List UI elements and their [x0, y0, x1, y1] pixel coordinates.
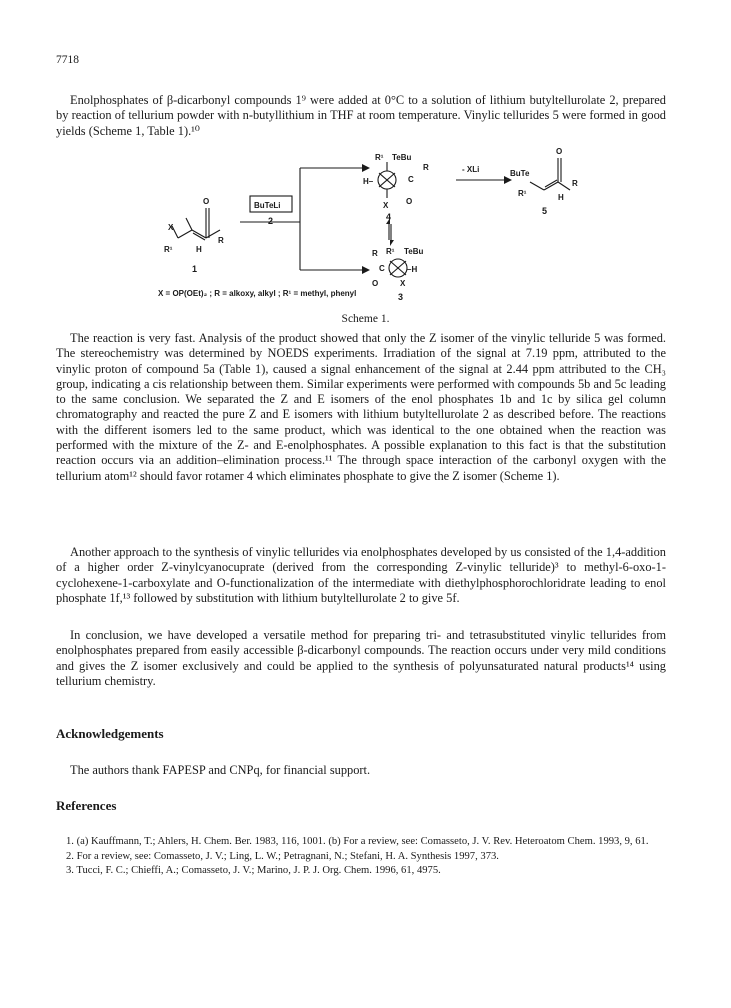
- reference-item: 3. Tucci, F. C.; Chieffi, A.; Comasseto, J. V.; Marino, J. P. J. Org. Chem. 1996, 61, 4975.: [66, 865, 441, 877]
- rotamer4-x-label: X: [383, 201, 389, 210]
- intro-paragraph: Enolphosphates of β-dicarbonyl compounds 1⁹ were added at 0°C to a solution of lithium butyltellurolate 2, prepared by reaction of tellurium powder with n-butyllithium in THF at room temperature. Vinylic tellurides 5 were formed in good yields (Scheme 1, Table 1).¹⁰: [56, 93, 666, 138]
- references-list: [66, 835, 666, 879]
- product-o-label: O: [556, 147, 563, 156]
- body-paragraph-2: Another approach to the synthesis of vinylic tellurides via enolphosphates developed by us consisted of the 1,4-addition of a higher order Z-vinylcyanocuprate (derived from the corresponding Z-vinylic telluride)³ to methyl-6-oxo-1-cyclohexene-1-carboxylate and O-functionalization of the intermediate with diethylphosphorochloridrate leading to enol phosphate 1f,¹³ followed by substitution with lithium butyltellurolate 2 to give 5f.: [56, 545, 666, 605]
- reagent-number: 2: [268, 216, 274, 226]
- rotamer4-h-label: H–: [363, 177, 374, 186]
- reaction-scheme: [0, 140, 731, 310]
- rotamer4-r1-label: R¹: [375, 153, 384, 162]
- scheme-footnote: X = OP(OEt)₂ ; R = alkoxy, alkyl ; R¹ = methyl, phenyl: [158, 289, 357, 298]
- rotamer3-o-label: O: [372, 279, 379, 288]
- product-r1-label: R¹: [518, 189, 527, 198]
- rotamer3-r1-label: R¹: [386, 247, 395, 256]
- start-o-label: O: [203, 197, 210, 206]
- scheme-caption: Scheme 1.: [341, 313, 390, 325]
- body-paragraph-3: In conclusion, we have developed a versatile method for preparing tri- and tetrasubstituted vinylic tellurides from enolphosphates prepared from easily accessible β-dicarbonyl compounds. The reaction occurs under very mild conditions and gives the Z isomer exclusively and could be applied to the synthesis of polyunsaturated natural products¹⁴ using tellurium chemistry.: [56, 628, 666, 688]
- rotamer3-r-label: R: [372, 249, 378, 258]
- rotamer4-c-label: C: [408, 175, 414, 184]
- start-x-label: X: [168, 223, 174, 232]
- compound-3-number: 3: [398, 292, 404, 302]
- elimination-label: - XLi: [462, 165, 480, 174]
- compound-5-number: 5: [542, 206, 548, 216]
- reagent-label: BuTeLi: [254, 201, 281, 210]
- reference-item: 1. (a) Kauffmann, T.; Ahlers, H. Chem. Ber. 1983, 116, 1001. (b) For a review, see: Comasseto, J. V. Rev. Heteroatom Chem. 1993, 9, 61.: [66, 836, 649, 847]
- page-number: 7718: [56, 54, 79, 66]
- acknowledgements-heading: Acknowledgements: [56, 726, 164, 741]
- product-h-label: H: [558, 193, 564, 202]
- rotamer3-x-label: X: [400, 279, 406, 288]
- scheme-drawing: [0, 140, 731, 310]
- references-heading: References: [56, 798, 117, 813]
- rotamer3-tebu-label: TeBu: [404, 247, 424, 256]
- product-bute-label: BuTe: [510, 169, 530, 178]
- compound-4-number: 4: [386, 212, 392, 222]
- acknowledgements-text: The authors thank FAPESP and CNPq, for financial support.: [70, 763, 371, 777]
- start-r1-label: R¹: [164, 245, 173, 254]
- body-paragraph-1: The reaction is very fast. Analysis of the product showed that only the Z isomer of the vinylic telluride 5 was formed. The stereochemistry was determined by NOEDS experiments. Irradiation of the signal at 7.19 ppm, attributed to the vinylic proton of compound 5a (Table 1), caused a signal enhancement of the signal at 2.44 ppm attributed to the CH₃ group, indicating a cis relationship between them. Similar experiments were performed with compounds 5b and 5c leading to the same conclusion. We separated the Z and E isomers of the enol phosphates 1b and 1c by silica gel column chromatography and reacted the pure Z and E isomers with lithium butyltellurolate 2 as described before. The reactions with the different isomers led to the same product, which was identical to the one obtained when the reaction was performed with the mixture of the Z- and E-enolphosphates. A possible explanation to this fact is that the substitution reaction occurs via an addition–elimination process.¹¹ The through space interaction of the carbonyl oxygen with the tellurium atom¹² should favor rotamer 4 which eliminates phosphate to give the Z isomer (Scheme 1).: [56, 331, 666, 483]
- rotamer4-o-label: O: [406, 197, 413, 206]
- product-r-label: R: [572, 179, 578, 188]
- rotamer4-r-label: R: [423, 163, 429, 172]
- rotamer3-h-label: –H: [407, 265, 418, 274]
- reference-item: 2. For a review, see: Comasseto, J. V.; Ling, L. W.; Petragnani, N.; Stefani, H. A. Synthesis 1997, 373.: [66, 850, 499, 862]
- start-h-label: H: [196, 245, 202, 254]
- rotamer4-tebu-label: TeBu: [392, 153, 412, 162]
- compound-1-number: 1: [192, 264, 198, 274]
- start-r-label: R: [218, 236, 224, 245]
- rotamer3-c-label: C: [379, 264, 385, 273]
